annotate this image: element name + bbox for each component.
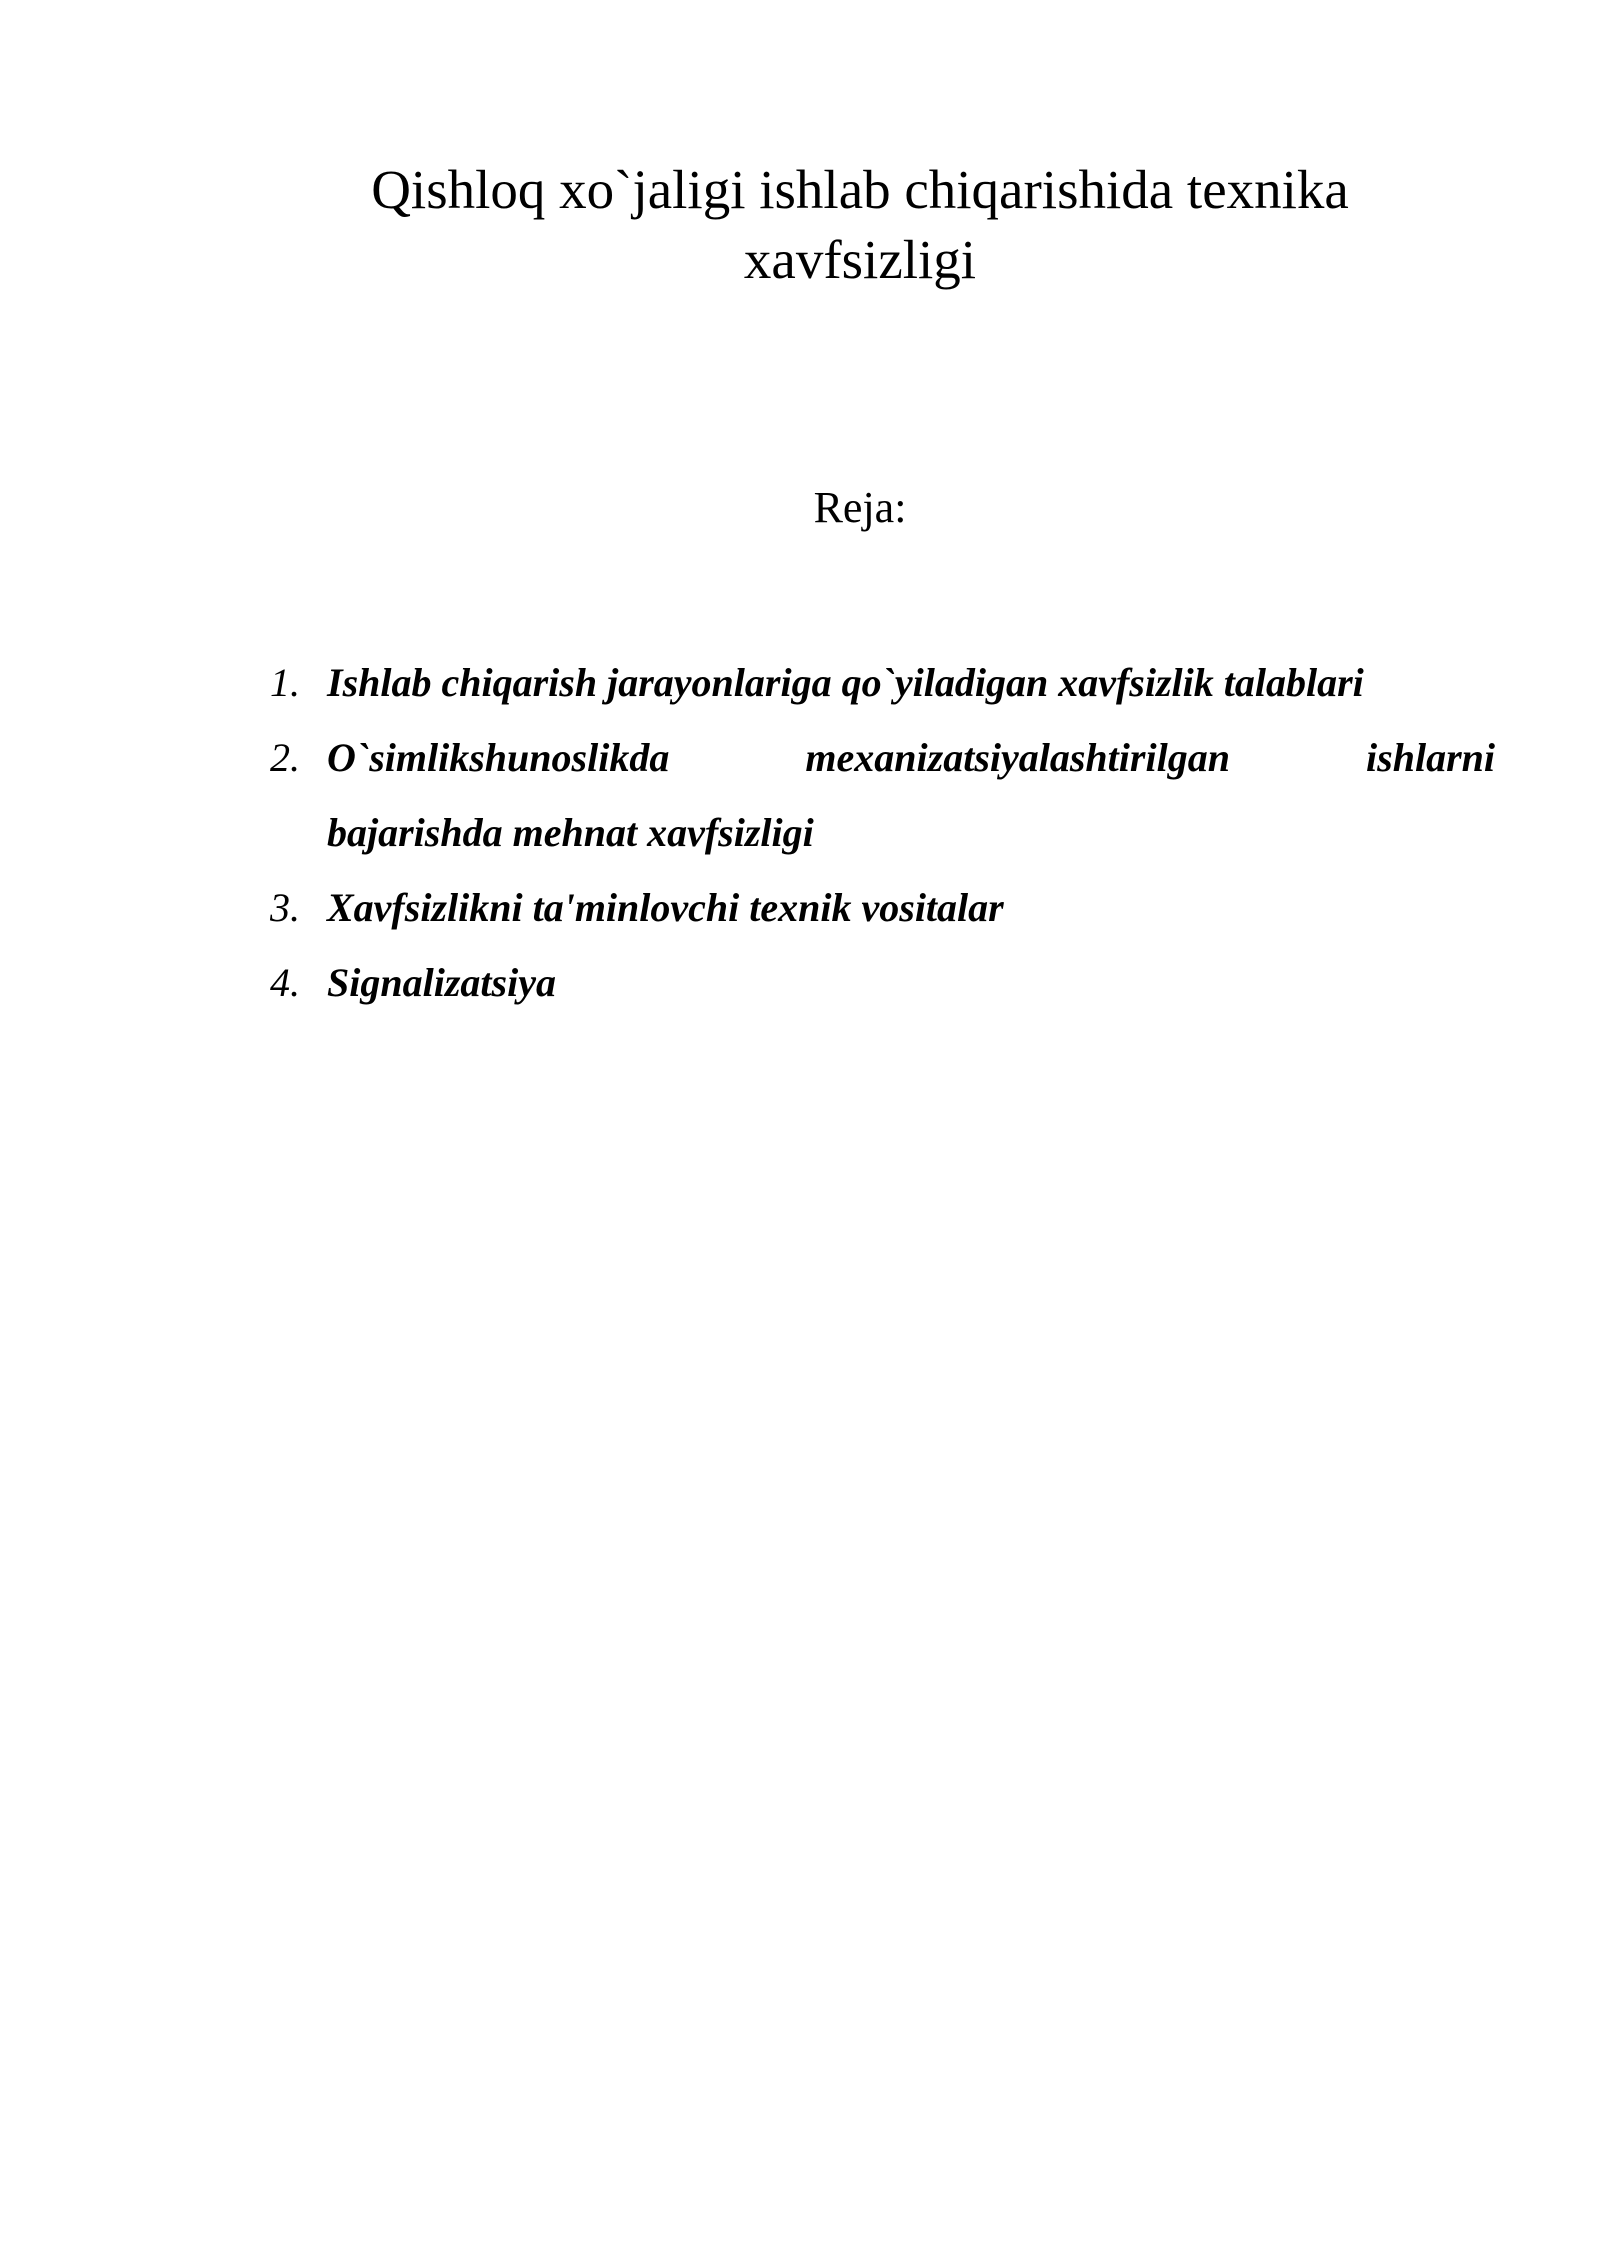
- plan-item-text-line2: bajarishda mehnat xavfsizligi: [327, 810, 814, 855]
- plan-item-number: 2.: [270, 735, 300, 780]
- plan-item-2: [270, 720, 1495, 870]
- plan-heading: Reja:: [813, 483, 907, 532]
- plan-item-1: [270, 645, 1495, 720]
- plan-item-text: Xavfsizlikni ta'minlovchi texnik vositalar: [327, 885, 1004, 930]
- plan-item-3: [270, 870, 1495, 945]
- plan-item-number: 1.: [270, 660, 300, 705]
- plan-item-4: [270, 945, 1495, 1020]
- document-title: Qishloq xo`jaligi ishlab chiqarishida texnika xavfsizligi: [371, 159, 1349, 290]
- plan-list: [270, 645, 1495, 1020]
- plan-item-number: 3.: [270, 885, 300, 930]
- plan-item-number: 4.: [270, 960, 300, 1005]
- plan-item-text: Ishlab chiqarish jarayonlariga qo`yiladigan xavfsizlik talablari: [327, 660, 1364, 705]
- plan-item-text-line1: O`simlikshunoslikda mexanizatsiyalashtirilgan ishlarni: [327, 735, 1495, 780]
- plan-item-text: Signalizatsiya: [327, 960, 556, 1005]
